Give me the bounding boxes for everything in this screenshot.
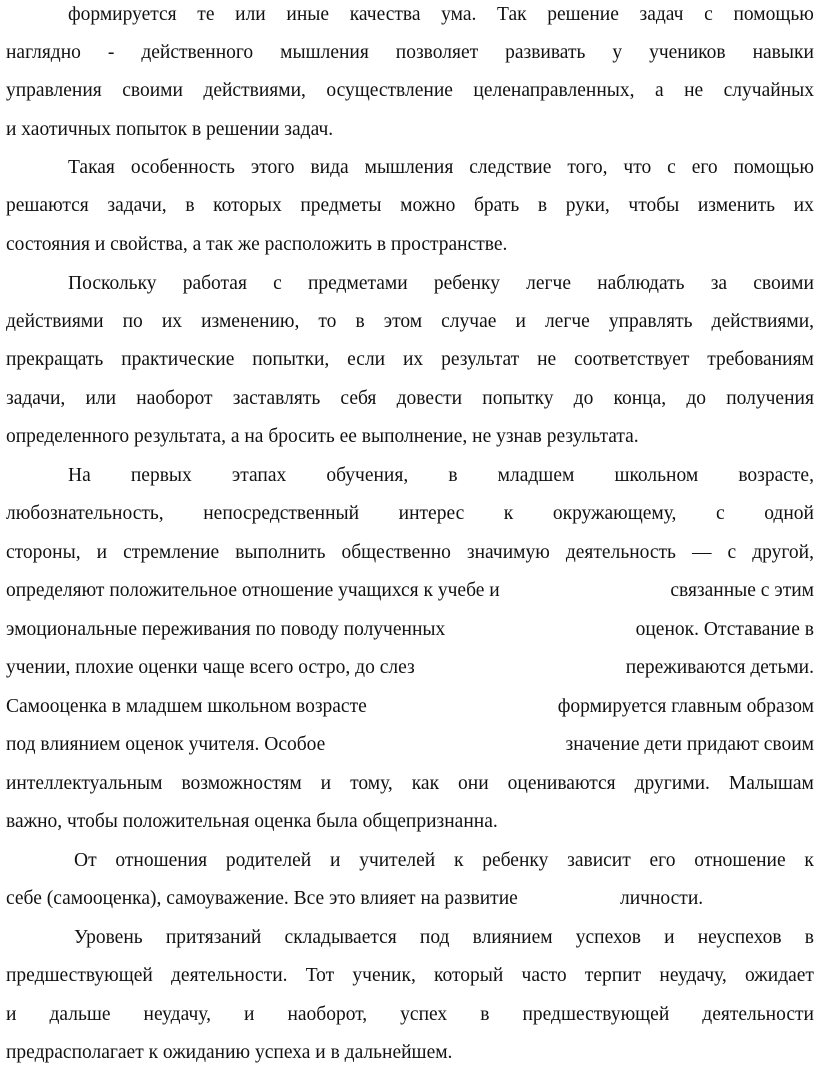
word: действенного <box>141 42 254 63</box>
word: Тот <box>305 965 335 986</box>
word: Так <box>497 4 527 25</box>
word: в <box>448 465 458 486</box>
word: попытку <box>482 388 554 409</box>
text-line <box>6 232 814 258</box>
text-line <box>6 2 814 28</box>
text-line <box>6 424 814 450</box>
word: ума. <box>441 4 477 25</box>
word: стремление <box>123 542 220 563</box>
word: с <box>704 4 713 25</box>
word: наблюдать <box>597 273 685 294</box>
word: в <box>355 311 365 332</box>
word: другими. <box>634 773 710 794</box>
word: и <box>320 773 332 794</box>
word: в <box>537 195 548 216</box>
line-text: Самооценка в младшем школьном возрасте <box>6 696 367 717</box>
word: и <box>6 1004 17 1025</box>
word: до <box>573 388 594 409</box>
word: интеллектуальным <box>6 773 163 794</box>
word: другой, <box>752 542 814 563</box>
word: что <box>623 157 652 178</box>
word: и <box>664 927 675 948</box>
text-line <box>6 963 814 989</box>
word: От <box>74 850 97 871</box>
word: практические <box>121 349 235 370</box>
word: и <box>329 850 341 871</box>
line-text: определенного результата, а на бросить ее выполнение, не узнав результата. <box>6 426 639 447</box>
word: ожидает <box>745 965 814 986</box>
word: их <box>793 195 814 216</box>
line-text: себе (самооценка), самоуважение. Все это влияет на развитие <box>6 888 518 909</box>
text-line <box>6 848 814 874</box>
word: легче <box>544 311 590 332</box>
word: в <box>804 927 814 948</box>
text-line <box>6 117 814 143</box>
word: На <box>68 465 91 486</box>
word: ученик, <box>352 965 416 986</box>
word: задачи, <box>107 195 167 216</box>
word: значимую <box>466 542 550 563</box>
word: действиями <box>6 311 104 332</box>
word: по <box>122 311 143 332</box>
word: часто <box>521 965 567 986</box>
word: иные <box>286 4 330 25</box>
text-line <box>6 617 814 643</box>
word: руки, <box>565 195 610 216</box>
word: с <box>716 503 725 524</box>
word: успех <box>400 1004 448 1025</box>
word: как <box>411 773 440 794</box>
word: если <box>347 349 386 370</box>
word: дальше <box>49 1004 111 1025</box>
word: возрасте, <box>738 465 814 486</box>
word: ребенку <box>433 273 500 294</box>
word: деятельность <box>565 542 676 563</box>
word: отношение <box>694 850 786 871</box>
word: наглядно <box>6 42 81 63</box>
word: следствие <box>469 157 552 178</box>
word: под <box>419 927 450 948</box>
line-text: связанные с этим <box>670 580 814 601</box>
text-line <box>6 386 814 412</box>
word: его <box>691 157 718 178</box>
word: задач <box>639 4 684 25</box>
word: довести <box>396 388 463 409</box>
word: этом <box>383 311 423 332</box>
word: или <box>85 388 117 409</box>
word: их <box>403 349 424 370</box>
word: к <box>804 850 814 871</box>
text-line <box>6 193 814 219</box>
text-line <box>6 271 814 297</box>
word: окружающему, <box>552 503 677 524</box>
word: того, <box>567 157 608 178</box>
word: оцениваются <box>507 773 616 794</box>
word: себя <box>340 388 377 409</box>
word: зависит <box>567 850 631 871</box>
word: решаются <box>6 195 89 216</box>
text-line <box>6 886 814 912</box>
word: и <box>515 311 526 332</box>
line-text: предрасполагает к ожиданию успеха и в дальнейшем. <box>6 1042 453 1063</box>
word: работая <box>182 273 247 294</box>
word: предметами <box>307 273 408 294</box>
word: действиями, <box>203 80 306 101</box>
text-line <box>6 1040 814 1066</box>
word: навыки <box>752 42 814 63</box>
word: особенность <box>130 157 235 178</box>
word: действиями, <box>711 311 814 332</box>
text-line <box>6 655 814 681</box>
word: с <box>727 542 737 563</box>
word: этапах <box>231 465 287 486</box>
word: интерес <box>398 503 465 524</box>
word: заставлять <box>232 388 321 409</box>
word: управления <box>6 80 102 101</box>
line-text: и хаотичных попыток в решении задач. <box>6 119 334 140</box>
word: попытки, <box>252 349 330 370</box>
text-line <box>6 463 814 489</box>
word: неудачу, <box>143 1004 211 1025</box>
word: непосредственный <box>203 503 360 524</box>
word: помощью <box>733 157 814 178</box>
word: их <box>161 311 183 332</box>
word: успехов <box>575 927 641 948</box>
word: целенаправленных, <box>473 80 635 101</box>
text-line <box>6 694 814 720</box>
line-text: состояния и свойства, а так же расположить в пространстве. <box>6 234 508 255</box>
word: изменить <box>697 195 776 216</box>
word: отношения <box>115 850 208 871</box>
line-text: личности. <box>620 888 704 909</box>
word: наоборот <box>136 388 213 409</box>
text-line <box>6 540 814 566</box>
text-line <box>6 78 814 104</box>
word: а <box>654 80 664 101</box>
word: Такая <box>68 157 115 178</box>
word: с <box>273 273 282 294</box>
word: обучения, <box>326 465 409 486</box>
word: Малышам <box>728 773 814 794</box>
word: развивать <box>505 42 586 63</box>
text-line <box>6 578 814 604</box>
text-line <box>6 809 814 835</box>
word: прекращать <box>6 349 104 370</box>
word: брать <box>474 195 520 216</box>
word: соответствует <box>574 349 690 370</box>
word: и <box>96 542 108 563</box>
word: те <box>197 4 215 25</box>
word: учеников <box>649 42 726 63</box>
text-line <box>6 40 814 66</box>
word: деятельности. <box>171 965 288 986</box>
word: за <box>710 273 728 294</box>
word: ребенку <box>482 850 549 871</box>
word: требованиям <box>707 349 814 370</box>
word: случае <box>441 311 497 332</box>
text-line <box>6 347 814 373</box>
word: своими <box>753 273 814 294</box>
line-text: под влиянием оценок учителя. Особое <box>6 734 326 755</box>
word: чтобы <box>628 195 680 216</box>
word: деятельности <box>702 1004 814 1025</box>
word: который <box>434 965 504 986</box>
word: первых <box>130 465 192 486</box>
word: которых <box>213 195 282 216</box>
word: помощью <box>733 4 814 25</box>
word: одной <box>764 503 814 524</box>
word: осуществление <box>326 80 453 101</box>
word: результат <box>441 349 520 370</box>
word: любознательность, <box>6 503 164 524</box>
word: общественно <box>341 542 451 563</box>
word: с <box>667 157 676 178</box>
line-text: определяют положительное отношение учащихся к учебе и <box>6 580 500 601</box>
text-line <box>6 732 814 758</box>
word: - <box>107 42 115 63</box>
word: предшествующей <box>6 965 153 986</box>
word: Уровень <box>74 927 143 948</box>
word: вида <box>310 157 349 178</box>
word: влиянием <box>472 927 553 948</box>
word: школьном <box>614 465 699 486</box>
text-line <box>6 309 814 335</box>
line-text: переживаются детьми. <box>625 657 814 678</box>
word: они <box>458 773 489 794</box>
word: мышления <box>280 42 369 63</box>
word: или <box>235 4 266 25</box>
word: решение <box>547 4 619 25</box>
word: притязаний <box>165 927 262 948</box>
word: выполнить <box>235 542 326 563</box>
word: — <box>691 542 712 563</box>
word: этого <box>250 157 295 178</box>
word: легче <box>526 273 572 294</box>
text-line <box>6 155 814 181</box>
word: младшем <box>497 465 575 486</box>
word: и <box>243 1004 255 1025</box>
word: случайных <box>723 80 814 101</box>
word: предметы <box>300 195 382 216</box>
word: тому, <box>350 773 393 794</box>
word: наоборот, <box>287 1004 368 1025</box>
line-text: эмоциональные переживания по поводу полученных <box>6 619 446 640</box>
word: можно <box>400 195 456 216</box>
word: у <box>612 42 623 63</box>
word: Поскольку <box>68 273 157 294</box>
line-text: важно, чтобы положительная оценка была общепризнанна. <box>6 811 498 832</box>
line-text: формируется главным образом <box>557 696 814 717</box>
text-line <box>6 925 814 951</box>
word: неуспехов <box>697 927 782 948</box>
word: своими <box>122 80 183 101</box>
word: в <box>480 1004 490 1025</box>
word: изменению, <box>201 311 300 332</box>
word: возможностям <box>181 773 302 794</box>
word: не <box>537 349 557 370</box>
word: в <box>185 195 195 216</box>
word: к <box>453 850 464 871</box>
word: получения <box>726 388 814 409</box>
word: родителей <box>225 850 312 871</box>
text-line <box>6 501 814 527</box>
word: мышления <box>364 157 454 178</box>
word: конца, <box>613 388 667 409</box>
word: то <box>318 311 337 332</box>
line-text: учении, плохие оценки чаще всего остро, до слез <box>6 657 415 678</box>
word: терпит <box>584 965 642 986</box>
word: качества <box>349 4 421 25</box>
word: формируется <box>68 4 177 25</box>
word: учителей <box>359 850 436 871</box>
line-text: оценок. Отставание в <box>635 619 814 640</box>
word: задачи, <box>6 388 66 409</box>
text-line <box>6 771 814 797</box>
word: позволяет <box>395 42 479 63</box>
word: до <box>686 388 707 409</box>
word: к <box>503 503 514 524</box>
word: предшествующей <box>522 1004 670 1025</box>
word: управлять <box>608 311 693 332</box>
word: неудачу, <box>659 965 727 986</box>
word: его <box>649 850 676 871</box>
word: складывается <box>284 927 397 948</box>
line-text: значение дети придают своим <box>565 734 814 755</box>
word: не <box>684 80 704 101</box>
text-line <box>6 1002 814 1028</box>
word: стороны, <box>6 542 81 563</box>
